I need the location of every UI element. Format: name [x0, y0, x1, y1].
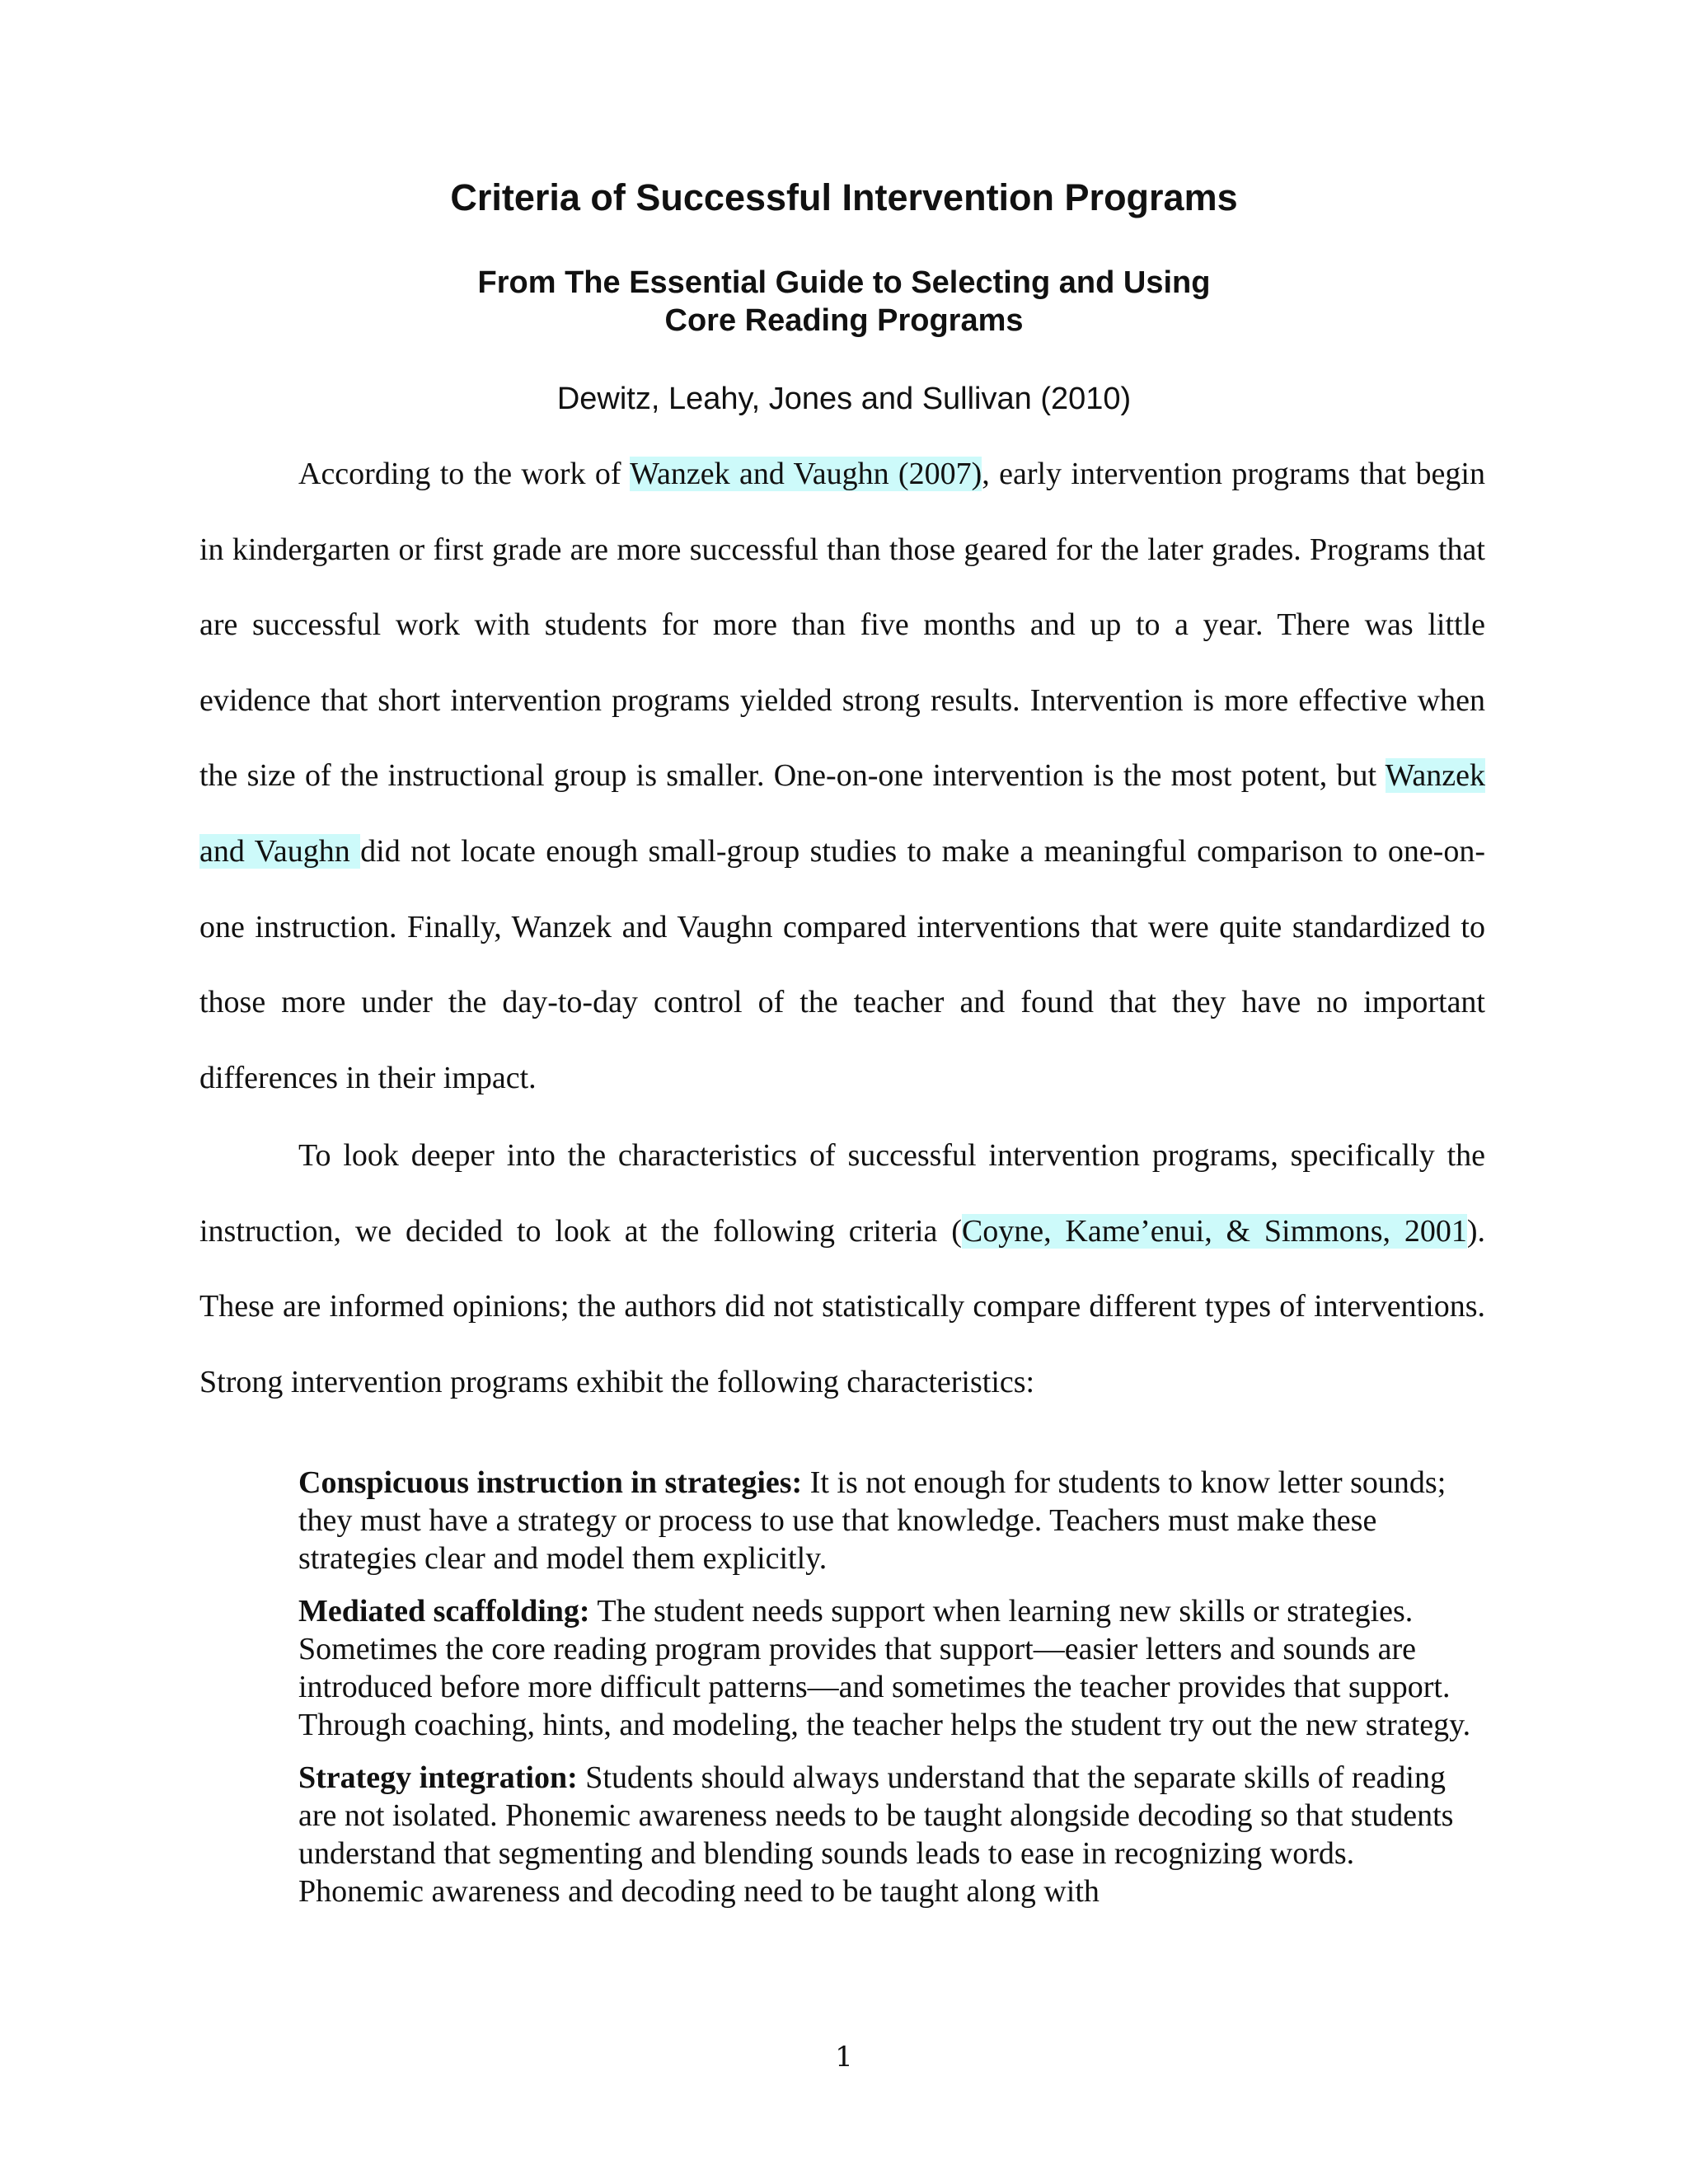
criteria-list: [298, 1464, 1485, 1925]
subtitle-line-1: From The Essential Guide to Selecting and Using: [477, 265, 1211, 300]
paragraph-1-text-c: did not locate enough small-group studies to make a meaningful comparison to one-on-one instruction. Finally, Wanzek and Vaughn compared interventions that were quite standardized to those more under the day-to-day control of the teacher and found that they have no important differences in their impact.: [199, 833, 1485, 1095]
citation-highlight: Wanzek and Vaughn: [199, 758, 1485, 869]
criteria-heading: Mediated scaffolding:: [298, 1594, 590, 1629]
document-authors: Dewitz, Leahy, Jones and Sullivan (2010): [556, 382, 1132, 416]
criteria-text: The student needs support when learning new skills or strategies. Sometimes the core reading program provides that support—easier letters and sounds are introduced before more difficult patterns—and sometimes the teacher provides that support. Through coaching, hints, and modeling, the teacher helps the student try out the new strategy.: [298, 1594, 1471, 1742]
paragraph-2-text-a: To look deeper into the characteristics of successful intervention programs, specifically the instruction, we decided to look at the following criteria (: [199, 1138, 1485, 1249]
criteria-heading: Strategy integration:: [298, 1760, 578, 1795]
citation-highlight: Coyne, Kame’enui, & Simmons, 2001: [961, 1213, 1467, 1249]
criteria-text: It is not enough for students to know letter sounds; they must have a strategy or process to use that knowledge. Teachers must make these strategies clear and model them explicitly.: [298, 1465, 1447, 1576]
document-title: Criteria of Successful Intervention Programs: [450, 176, 1238, 218]
subtitle-line-2: Core Reading Programs: [664, 303, 1024, 338]
criteria-item: [298, 1759, 1485, 1910]
paragraph-1-text-a: According to the work of: [298, 457, 631, 491]
paragraph-2-text-b: ). These are informed opinions; the authors did not statistically compare different types of interventions. Strong intervention programs exhibit the following characteristics:: [199, 1213, 1485, 1399]
criteria-item: [298, 1464, 1485, 1577]
paragraph-2: [199, 1118, 1485, 1420]
criteria-heading: Conspicuous instruction in strategies:: [298, 1465, 803, 1500]
citation-highlight: Wanzek and Vaughn (2007): [630, 457, 982, 491]
criteria-item: [298, 1592, 1485, 1744]
paragraph-1: [199, 437, 1485, 1116]
paragraph-1-text-b: , early intervention programs that begin in kindergarten or first grade are more successful than those geared for the later grades. Programs that are successful work with students for more than five months and up to a year. There was little evidence that short intervention programs yielded strong results. Intervention is more effective when the size of the instructional group is smaller. One-on-one intervention is the most potent, but: [199, 457, 1485, 794]
document-subtitle: [0, 264, 1688, 340]
page-number: 1: [835, 2041, 853, 2074]
criteria-text: Students should always understand that the separate skills of reading are not isolated. Phonemic awareness needs to be taught alongside decoding so that students understand that segmenting and blending sounds leads to ease in recognizing words. Phonemic awareness and decoding need to be taught along with: [298, 1760, 1454, 1909]
